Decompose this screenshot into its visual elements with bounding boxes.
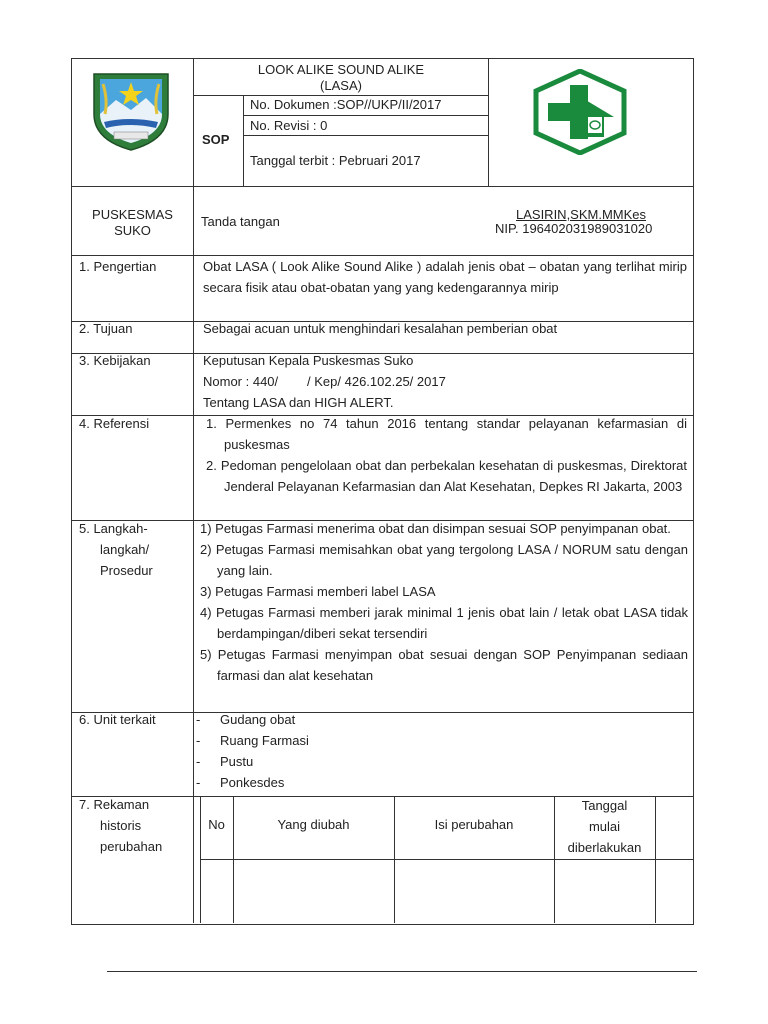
kebijakan-line1: Keputusan Kepala Puskesmas Suko xyxy=(203,353,414,368)
prosedur-label xyxy=(79,518,153,581)
sop-title-line1: LOOK ALIKE SOUND ALIKE xyxy=(257,62,425,77)
tujuan-label: 2. Tujuan xyxy=(79,321,133,336)
regency-emblem-icon xyxy=(90,70,172,152)
pengertian-text: Obat LASA ( Look Alike Sound Alike ) adalah jenis obat – obatan yang terlihat mirip secara fisik atau obat-obatan yang yang kedengarannya mirip xyxy=(203,259,687,295)
prosedur-label-line1: 5. Langkah- xyxy=(79,521,148,536)
referensi-label: 4. Referensi xyxy=(79,416,150,431)
sop-header xyxy=(71,58,694,256)
document-number: No. Dokumen :SOP//UKP/II/2017 xyxy=(250,97,442,112)
history-col-changed: Yang diubah xyxy=(277,817,350,832)
rekaman-label xyxy=(79,794,162,857)
sop-title-line2: (LASA) xyxy=(320,78,362,93)
rekaman-label-line3: perubahan xyxy=(100,839,163,854)
org-name-line2: SUKO xyxy=(114,223,151,238)
history-col-date-line3: diberlakukan xyxy=(567,840,642,855)
referensi-item: 1. Permenkes no 74 tahun 2016 tentang standar pelayanan kefarmasian di puskesmas xyxy=(206,416,687,452)
unit-terkait-label: 6. Unit terkait xyxy=(79,712,156,727)
pengertian-label: 1. Pengertian xyxy=(79,259,157,274)
kebijakan-line3: Tentang LASA dan HIGH ALERT. xyxy=(203,395,394,410)
history-col-content: Isi perubahan xyxy=(434,817,514,832)
puskesmas-logo-icon xyxy=(532,69,628,155)
signer-nip: NIP. 196402031989031020 xyxy=(495,221,653,236)
rekaman-label-line1: 7. Rekaman xyxy=(79,797,150,812)
org-name-line1: PUSKESMAS xyxy=(92,207,173,222)
unit-item: - Pustu xyxy=(196,754,254,769)
org-name xyxy=(72,207,193,239)
sop-label: SOP xyxy=(202,132,230,147)
sop-title xyxy=(194,62,488,94)
history-col-date xyxy=(554,795,655,858)
revision-number: No. Revisi : 0 xyxy=(250,118,328,133)
prosedur-steps xyxy=(200,518,688,686)
signer-name: LASIRIN,SKM.MMKes xyxy=(516,207,647,222)
unit-item: - Gudang obat xyxy=(196,712,296,727)
kebijakan-label: 3. Kebijakan xyxy=(79,353,151,368)
prosedur-label-line2: langkah/ xyxy=(100,542,150,557)
tujuan-text: Sebagai acuan untuk menghindari kesalahan pemberian obat xyxy=(203,321,558,336)
history-col-date-line1: Tanggal xyxy=(581,798,628,813)
unit-list xyxy=(196,709,680,793)
referensi-item: 2. Pedoman pengelolaan obat dan perbekalan kesehatan di puskesmas, Direktorat Jenderal Pelayanan Kefarmasian dan Alat Kesehatan, Depkes RI Jakarta, 2003 xyxy=(206,458,687,494)
prosedur-step: 1) Petugas Farmasi menerima obat dan disimpan sesuai SOP penyimpanan obat. xyxy=(200,521,671,536)
rekaman-label-line2: historis xyxy=(100,818,142,833)
footer-divider xyxy=(107,971,697,972)
unit-item: - Ponkesdes xyxy=(196,775,285,790)
issue-date: Tanggal terbit : Pebruari 2017 xyxy=(250,153,421,168)
sop-body-table xyxy=(71,256,694,925)
referensi-list xyxy=(203,413,687,497)
prosedur-step: 4) Petugas Farmasi memberi jarak minimal 1 jenis obat lain / letak obat LASA tidak berdampingan/diberi sekat tersendiri xyxy=(200,605,688,641)
prosedur-label-line3: Prosedur xyxy=(100,563,153,578)
unit-item: - Ruang Farmasi xyxy=(196,733,309,748)
prosedur-step: 3) Petugas Farmasi memberi label LASA xyxy=(200,584,436,599)
prosedur-step: 5) Petugas Farmasi menyimpan obat sesuai dengan SOP Penyimpanan sediaan farmasi dan alat kesehatan xyxy=(200,647,688,683)
prosedur-step: 2) Petugas Farmasi memisahkan obat yang tergolong LASA / NORUM satu dengan yang lain. xyxy=(200,542,688,578)
signature-label: Tanda tangan xyxy=(201,214,280,229)
history-col-date-line2: mulai xyxy=(588,819,621,834)
history-col-no: No xyxy=(208,817,225,832)
kebijakan-text xyxy=(203,350,687,413)
kebijakan-line2: Nomor : 440/ / Kep/ 426.102.25/ 2017 xyxy=(203,374,446,389)
